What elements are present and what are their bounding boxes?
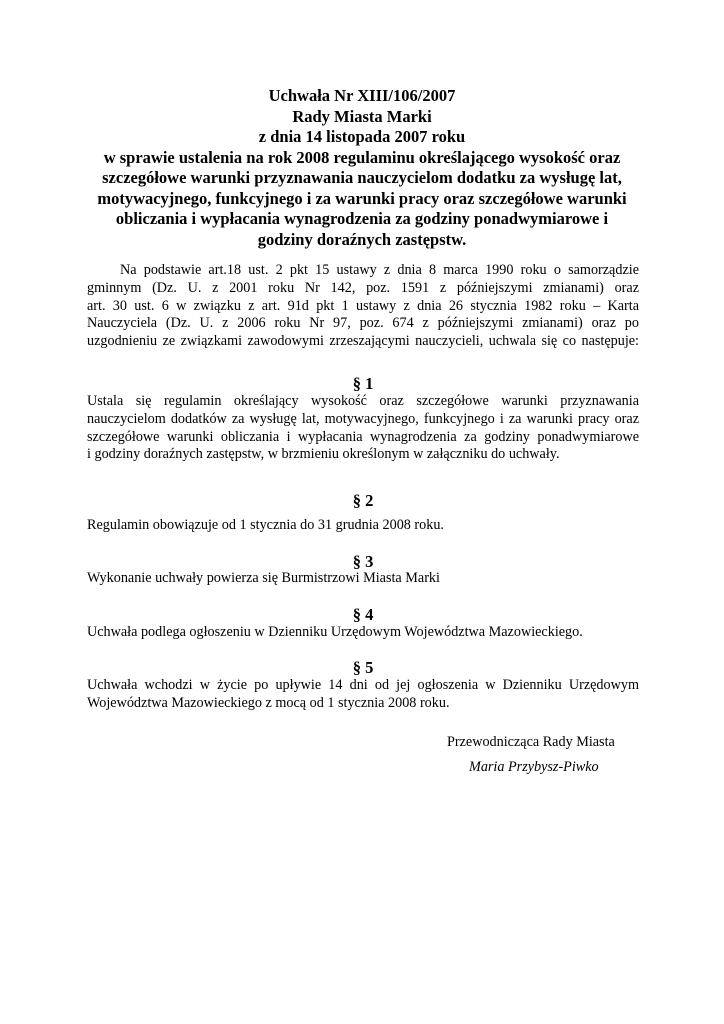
title-line: godziny doraźnych zastępstw. <box>257 229 467 249</box>
preamble-paragraph <box>87 262 639 351</box>
section-4-heading: § 4 <box>352 605 374 624</box>
title-line: szczegółowe warunki przyznawania nauczycielom dodatku za wysługę lat, <box>102 168 622 187</box>
section-3-heading: § 3 <box>352 552 374 571</box>
preamble-line: Na podstawie art.18 ust. 2 pkt 15 ustawy z dnia 8 marca 1990 roku o samorządzie <box>120 262 639 278</box>
section-2-heading: § 2 <box>352 491 374 510</box>
signature-name: Maria Przybysz-Piwko <box>469 759 599 775</box>
section-1-body <box>87 393 639 464</box>
preamble-line: gminnym (Dz. U. z 2001 roku Nr 142, poz. 1591 z późniejszymi zmianami) oraz <box>87 279 639 296</box>
section-line: Wykonanie uchwały powierza się Burmistrzowi Miasta Marki <box>87 570 440 586</box>
section-5-body <box>87 677 639 713</box>
title-line: w sprawie ustalenia na rok 2008 regulaminu określającego wysokość oraz <box>103 147 621 167</box>
resolution-title <box>60 86 664 250</box>
preamble-line: art. 30 ust. 6 w związku z art. 91d pkt 1 ustawy z dnia 26 stycznia 1982 roku – Karta <box>87 297 639 314</box>
title-line: obliczania i wypłacania wynagrodzenia za godziny ponadwymiarowe i <box>115 209 609 228</box>
title-line: motywacyjnego, funkcyjnego i za warunki pracy oraz szczegółowe warunki <box>97 188 627 208</box>
section-line: szczegółowe warunki obliczania i wypłacania wynagrodzenia za godziny ponadwymiarowe <box>87 428 639 445</box>
section-line: Ustala się regulamin określający wysokość oraz szczegółowe warunki przyznawania <box>87 393 639 409</box>
section-5-heading: § 5 <box>352 658 374 677</box>
preamble-line: Nauczyciela (Dz. U. z 2006 roku Nr 97, poz. 674 z późniejszymi zmianami) oraz po <box>87 315 639 332</box>
signature-role: Przewodnicząca Rady Miasta <box>447 734 615 750</box>
section-line: Uchwała wchodzi w życie po upływie 14 dni od jej ogłoszenia w Dzienniku Urzędowym <box>87 677 639 693</box>
title-line: z dnia 14 listopada 2007 roku <box>258 127 466 146</box>
section-3-body <box>87 570 639 588</box>
section-line: Województwa Mazowieckiego z mocą od 1 stycznia 2008 roku. <box>87 694 450 711</box>
section-line: Regulamin obowiązuje od 1 stycznia do 31 grudnia 2008 roku. <box>87 517 444 533</box>
section-2-body <box>87 517 639 535</box>
section-line: nauczycielom dodatków za wysługę lat, motywacyjnego, funkcyjnego i za warunki pracy oraz <box>87 410 639 427</box>
title-line: Uchwała Nr XIII/106/2007 <box>268 86 456 105</box>
section-line: i godziny doraźnych zastępstw, w brzmieniu określonym w załączniku do uchwały. <box>87 446 560 463</box>
section-line: Uchwała podlega ogłoszeniu w Dzienniku Urzędowym Województwa Mazowieckiego. <box>87 624 583 640</box>
section-1-heading: § 1 <box>352 374 374 393</box>
title-line: Rady Miasta Marki <box>292 106 432 126</box>
preamble-line: uzgodnieniu ze związkami zawodowymi zrzeszającymi nauczycieli, uchwala się co następuje: <box>87 333 639 350</box>
section-4-body <box>87 624 639 642</box>
